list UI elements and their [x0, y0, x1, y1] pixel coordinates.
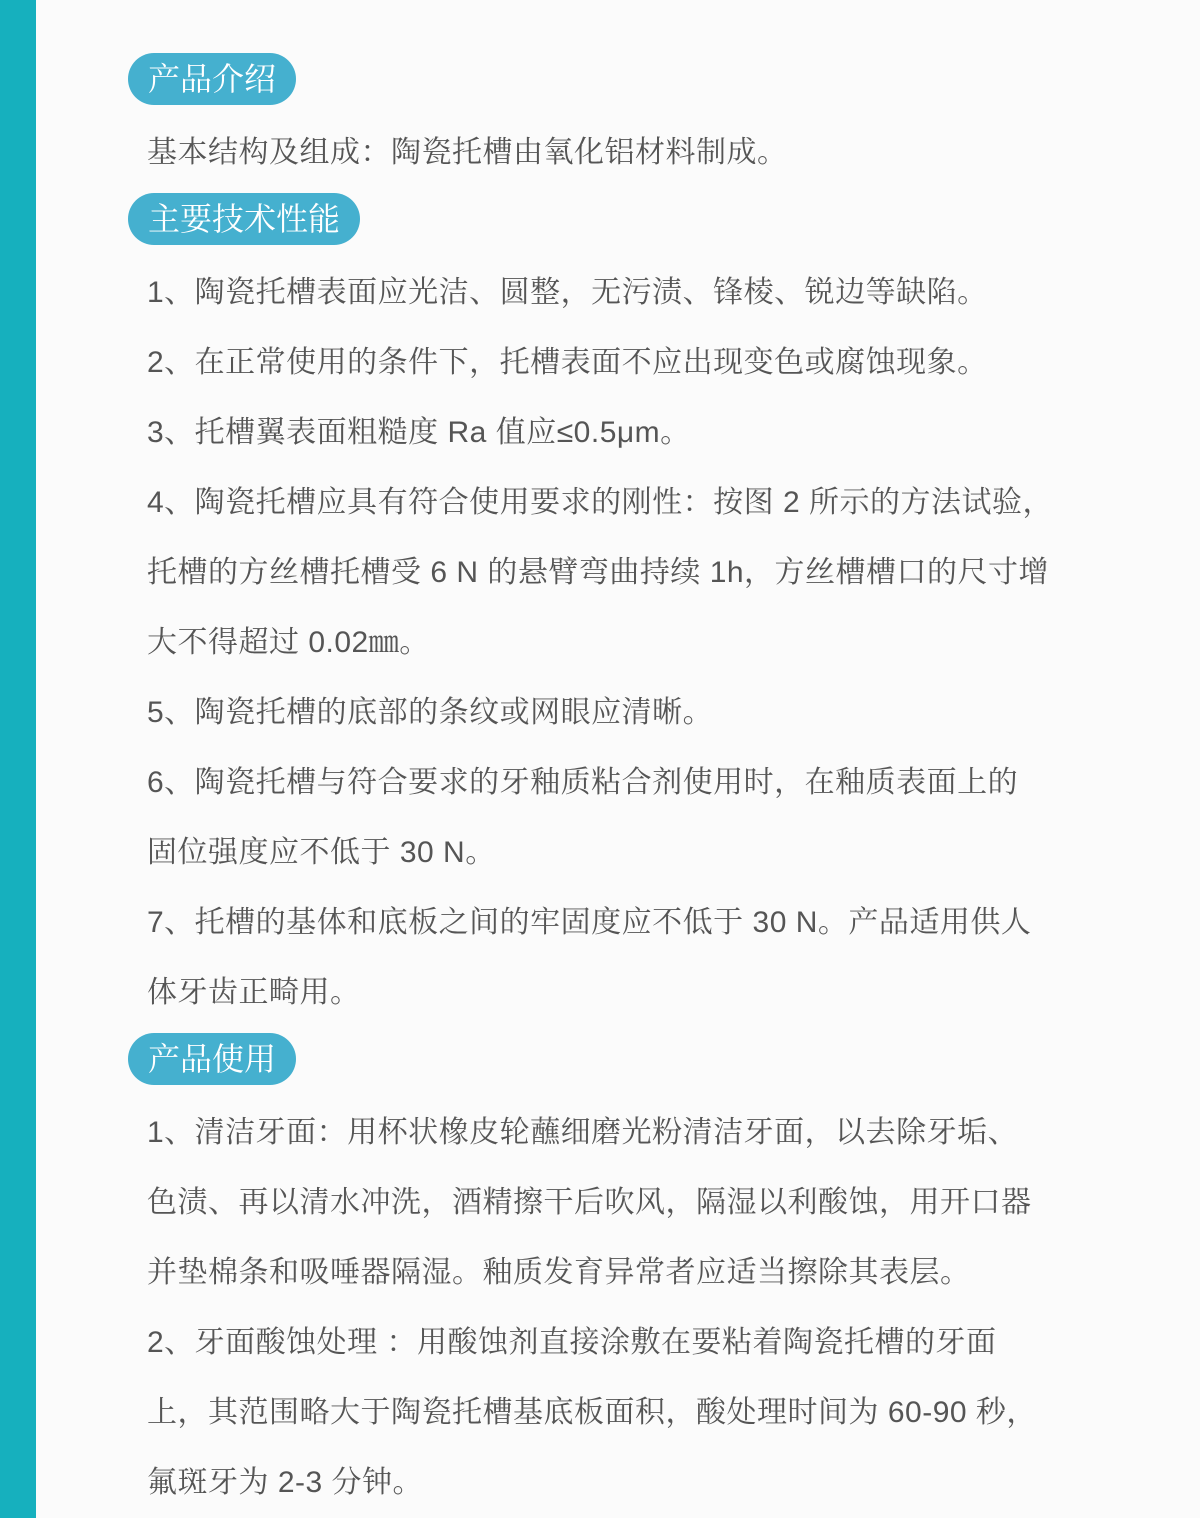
text-line: 2、牙面酸蚀处理 ：用酸蚀剂直接涂敷在要粘着陶瓷托槽的牙面	[147, 1326, 997, 1359]
section-header-usage	[0, 1024, 1200, 1094]
text-line: 色渍、再以清水冲洗，酒精擦干后吹风，隔湿以利酸蚀，用开口器	[147, 1186, 1032, 1219]
text-line: 7、托槽的基体和底板之间的牢固度应不低于 30 N。产品适用供人	[147, 906, 1032, 939]
section-header-performance	[0, 184, 1200, 254]
text-line: 体牙齿正畸用。	[147, 976, 361, 1009]
section-header-intro	[0, 44, 1200, 114]
text-line: 固位强度应不低于 30 N。	[147, 836, 496, 869]
text-line: 氟斑牙为 2-3 分钟。	[147, 1466, 424, 1499]
text-line: 基本结构及组成：陶瓷托槽由氧化铝材料制成。	[147, 136, 788, 169]
text-line: 1、陶瓷托槽表面应光洁、圆整，无污渍、锋棱、锐边等缺陷。	[147, 276, 988, 309]
section-badge: 产品使用	[128, 1033, 296, 1085]
section-badge: 产品介绍	[128, 53, 296, 105]
text-line: 1、清洁牙面：用杯状橡皮轮蘸细磨光粉清洁牙面，以去除牙垢、	[147, 1116, 1019, 1149]
text-line: 4、陶瓷托槽应具有符合使用要求的刚性：按图 2 所示的方法试验，	[147, 486, 1054, 519]
text-line: 托槽的方丝槽托槽受 6 N 的悬臂弯曲持续 1h，方丝槽槽口的尺寸增	[147, 556, 1050, 589]
text-line: 并垫棉条和吸唾器隔湿。釉质发育异常者应适当擦除其表层。	[147, 1256, 971, 1289]
text-line: 6、陶瓷托槽与符合要求的牙釉质粘合剂使用时，在釉质表面上的	[147, 766, 1019, 799]
text-line: 上，其范围略大于陶瓷托槽基底板面积，酸处理时间为 60-90 秒，	[147, 1396, 1037, 1429]
text-line: 5、陶瓷托槽的底部的条纹或网眼应清晰。	[147, 696, 714, 729]
text-line: 3、托槽翼表面粗糙度 Ra 值应≤0.5μm。	[147, 416, 691, 449]
document-content	[0, 44, 1200, 1514]
text-line: 2、在正常使用的条件下，托槽表面不应出现变色或腐蚀现象。	[147, 346, 988, 379]
text-line: 大不得超过 0.02㎜。	[147, 626, 430, 659]
section-badge: 主要技术性能	[128, 193, 360, 245]
